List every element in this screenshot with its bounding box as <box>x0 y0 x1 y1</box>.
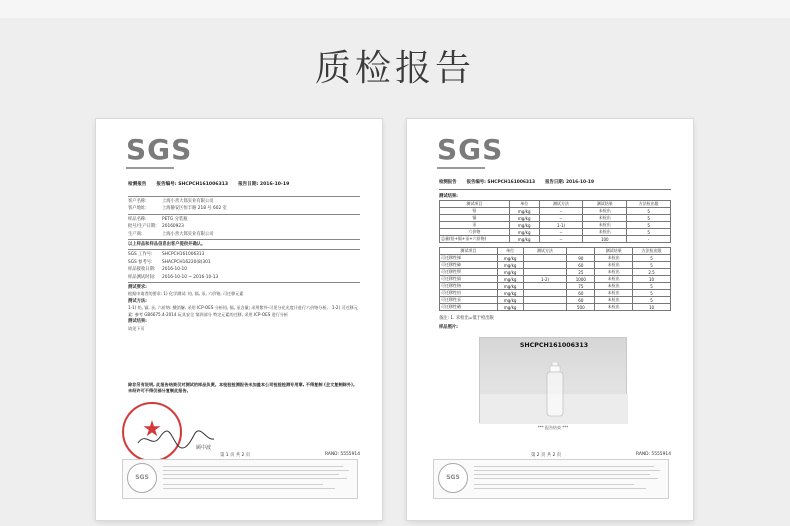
divider <box>128 249 360 250</box>
sample-photo <box>479 337 627 423</box>
report-page-2 <box>407 119 693 520</box>
info-row: 批号/生产日期: 20160923 <box>128 224 184 230</box>
table-row: 汞 mg/kg 1-1) 未检出 5 <box>440 222 671 229</box>
table-row: 总量(铅+镉+汞+六价铬) mg/kg -- 100 - <box>440 236 671 243</box>
footer-text-line <box>163 474 339 475</box>
stamp-star-icon: ★ <box>142 417 162 442</box>
method-text: 1-1) 铅, 镉, 汞, 六价铬: 酸消解, 采用 ICP-OES 分析铅, 镉, 汞含量; 采用紫外-可见分光光度计进行六价铬分析。 1-2) 可迁移元素: 参考 GB6675.4-2014 玩具安全 第四部分 特定元素的迁移, 采用 ICP-OES 进行分析 <box>128 305 358 317</box>
notice-line: 以上样品和样品信息由客户提供并确认。 <box>128 242 206 248</box>
result-text: 请见下页 <box>128 325 145 331</box>
sgs-logo: SGS <box>437 133 504 166</box>
table-row: 六价铬 mg/kg -- 未检出 5 <box>440 229 671 236</box>
page-footer <box>122 459 358 499</box>
divider <box>128 214 360 215</box>
table-row: 可迁移性汞 mg/kg 60 未检出 5 <box>440 297 671 304</box>
table-header-row: 测试项目 单位 测试方法 测试结果 方法检出限 <box>440 201 671 208</box>
rand-code: RAND: 5555914 <box>636 452 671 457</box>
divider <box>439 189 671 190</box>
logo-underline <box>126 167 174 169</box>
report-date: 报告日期: 2016-10-19 <box>238 182 290 187</box>
footer-text-line <box>474 488 646 489</box>
footer-sgs-seal: SGS <box>438 463 468 493</box>
results-table-1 <box>439 200 671 243</box>
section-title: 测试结果: <box>128 319 147 325</box>
info-row: SGS 参考号: SHACPCH16220(8)301 <box>128 259 211 265</box>
info-row: 样品接收日期: 2016-10-10 <box>128 267 187 273</box>
remarks: 备注: 1. 未检出=低于检出限 <box>439 316 494 321</box>
section-title: 测试要求: <box>128 285 147 291</box>
info-row: 客户名称: 上海小善大郎实业有限公司 <box>128 199 214 204</box>
section-title: 测试方法: <box>128 298 147 304</box>
photo-caption: SHCPCH161006313 <box>519 342 589 349</box>
footer-text-line <box>163 478 347 479</box>
footer-text-line <box>163 466 343 467</box>
signature-name: 顾中波 <box>196 445 212 451</box>
footer-text-line <box>474 466 654 467</box>
footer-text-line <box>474 470 660 471</box>
page-number: 第 2 页 共 2 页 <box>531 453 562 458</box>
divider <box>128 196 360 197</box>
info-row: 样品名称: PETG 分装瓶 <box>128 216 188 222</box>
page-footer-line <box>439 452 671 458</box>
report-header <box>439 179 671 185</box>
footer-text-line <box>474 484 634 485</box>
page-title: 质检报告 <box>314 48 475 89</box>
footer-sgs-seal: SGS <box>127 463 157 493</box>
report-number: 报告编号: SHCPCH161006313 <box>156 182 229 187</box>
table-row: 镉 mg/kg -- 未检出 5 <box>440 215 671 222</box>
report-date: 报告日期: 2016-10-19 <box>545 180 595 185</box>
table-row: 可迁移性钡 mg/kg 25 未检出 2.5 <box>440 269 671 276</box>
info-row: 客户地址: 上海静安区恒丰路 218 号 602 室 <box>128 206 227 212</box>
requirement-text: 根据申请者的要求: 1) 化学测试: 铅, 镉, 汞, 六价铬, 可迁移元素 <box>128 291 244 297</box>
table-row: 可迁移性锑 mg/kg 90 未检出 5 <box>440 255 671 262</box>
bottle-image <box>544 362 566 418</box>
table-header-row: 测试项目 单位 测试方法 测试结果 方法检出限 <box>440 248 671 255</box>
info-row: SGS 工作号: SHCPCH161006313 <box>128 252 205 258</box>
table-row: 可迁移性铅 mg/kg 60 未检出 5 <box>440 290 671 297</box>
report-info <box>128 195 360 332</box>
results-table-2 <box>439 247 671 311</box>
footer-text-line <box>163 488 335 489</box>
signature <box>136 427 216 451</box>
divider <box>128 282 360 283</box>
report-type: 检测报告 <box>128 182 147 187</box>
table-row: 铅 mg/kg -- 未检出 5 <box>440 208 671 215</box>
footer-text-line <box>163 484 323 485</box>
footer-text-line <box>163 470 349 471</box>
info-row: 生产商: 上海小善大郎实业有限公司 <box>128 231 214 237</box>
footer-text-line <box>474 474 650 475</box>
report-number: 报告编号: SHCPCH161006313 <box>466 180 536 185</box>
report-page-1 <box>96 119 382 520</box>
footer-text-line <box>474 478 658 479</box>
table-row: 可迁移性砷 mg/kg 60 未检出 5 <box>440 262 671 269</box>
table-row: 可迁移性镉 mg/kg 1-2) 1000 未检出 10 <box>440 276 671 283</box>
sgs-logo: SGS <box>126 133 193 166</box>
disclaimer: 除非另有说明, 此报告结果仅对测试的样品负责。本检验检测报告未加盖本公司检验检测专用章, 不得复制 (全文复制除外)。未经许可不得仅部分复制此报告。 <box>128 382 358 394</box>
photo-label: 样品照片: <box>439 325 458 330</box>
table-row: 可迁移性铬 mg/kg 75 未检出 5 <box>440 283 671 290</box>
report-end-note: *** 报告结束 *** <box>537 425 569 430</box>
logo-underline <box>437 167 485 169</box>
report-type: 检测报告 <box>439 180 457 185</box>
results-label: 测试结果: <box>439 194 458 199</box>
top-band <box>0 0 790 18</box>
divider <box>128 239 360 240</box>
rand-code: RAND: 5555914 <box>325 452 360 457</box>
report-header <box>128 181 360 187</box>
page-footer-line <box>128 452 360 458</box>
page-footer <box>433 459 669 499</box>
info-row: 样品测试时间: 2016-10-10 ~ 2016-10-13 <box>128 274 219 280</box>
table-row: 可迁移性硒 mg/kg 500 未检出 10 <box>440 304 671 311</box>
page-number: 第 1 页 共 2 页 <box>220 453 251 458</box>
